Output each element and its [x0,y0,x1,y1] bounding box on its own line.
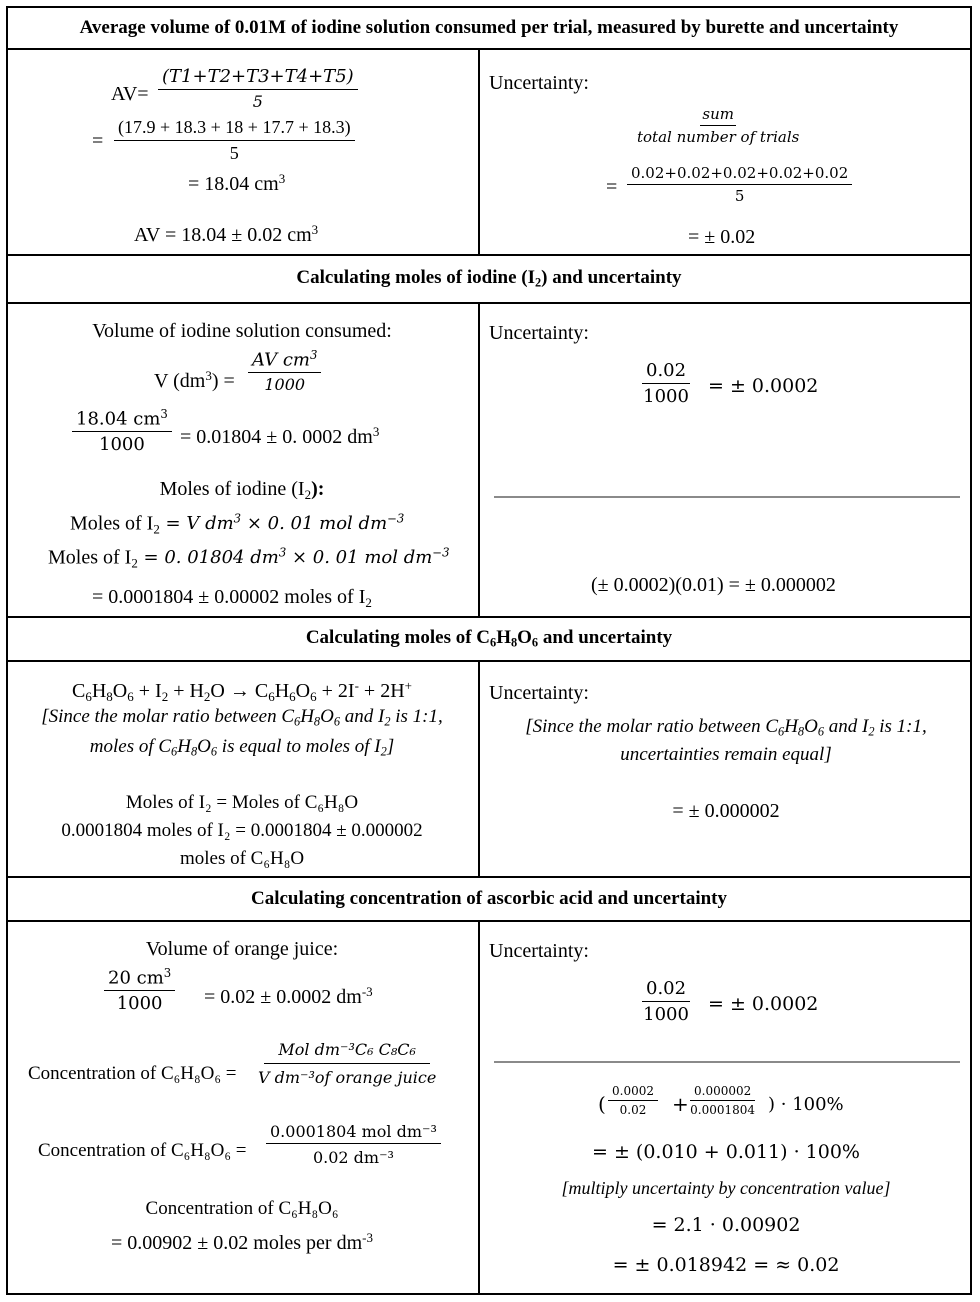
orange-volume-uncertainty-fraction [642,978,690,1025]
iodine-volume-label: Volume of iodine solution consumed: [92,320,392,342]
orange-volume-result-text: = 0.02 ± 0.0002 dm [204,986,362,1009]
uncertainty-values-numerator: 0.02+0.02+0.02+0.02+0.02 [627,164,852,185]
divider-line [494,1061,960,1063]
moles-label-text: Moles of iodine (I [159,478,305,500]
reaction-superscript: + [404,678,413,693]
orange-volume-exponent: 3 [163,966,172,980]
note-text: and I [824,716,869,737]
av-values-denominator: 5 [229,143,239,163]
reaction-part: + 2H [358,680,405,703]
av-final [134,222,318,247]
moles-formula-expression: = V dm [159,513,234,535]
note-subscript: 2 [868,724,875,739]
section-1-header-text: Average volume of 0.01M of iodine solution consumed per trial, measured by burette and uncertainty [79,17,899,38]
av-equals-sign: = [92,130,104,152]
percent-note: [multiply uncertainty by concentration value] [561,1178,891,1198]
section-2-header-part: ) and uncertainty [541,267,682,289]
percent-multiply-line: = 2.1 · 0.00902 [651,1214,801,1236]
uncertainty-result: = ± 0.02 [688,226,756,248]
section-4-header-text: Calculating concentration of ascorbic acid and uncertainty [250,888,728,909]
percent-fraction-2-numerator: 0.000002 [690,1084,755,1101]
note-text: is 1:1, [390,706,443,727]
av-result-text: = 18.04 cm [188,173,279,196]
moles-result-subscript: 2 [365,594,372,610]
percent-open-paren: ( [598,1092,606,1116]
orange-juice-volume-fraction [104,966,175,1014]
percent-plus-sign: + [672,1092,689,1116]
moles-equality-values: 0.0001804 moles of I₂ = 0.0001804 ± 0.000002 [61,820,423,841]
volume-fraction-denominator: 1000 [264,375,306,395]
note-subscript: 6 [817,724,825,739]
note-subscript: 6 [171,744,178,759]
orange-juice-volume-label: Volume of orange juice: [145,938,339,960]
percent-sum-line: = ± (0.010 + 0.011) · 100% [592,1141,860,1163]
section-1-row [8,50,970,256]
moles-label-text: ): [311,478,325,500]
section-2-header-part: Calculating moles of iodine (I [296,267,535,289]
section-3-row [8,662,970,878]
reaction-part: O [295,680,311,703]
column-divider [478,304,480,616]
concentration-result-exponent: -3 [362,1230,373,1245]
uncertainty-values-denominator: 5 [734,187,745,205]
uncertainty-equals-sign: = [606,176,618,198]
moles-calc-text: Moles of I [48,546,132,569]
concentration-formula-fraction [258,1040,436,1087]
note-text: and I [340,706,385,727]
section-2-header [8,256,970,304]
volume-result-exponent: 3 [372,424,380,439]
moles-calc-expression: = 0. 01804 dm [137,547,279,569]
orange-volume-uncertainty-result: = ± 0.0002 [708,993,819,1015]
note-subscript: 8 [190,744,198,759]
section-2-header-subscript: 2 [534,275,542,290]
av-result [188,171,285,196]
section-3-header-subscript: 6 [531,635,539,650]
av-label: AV= [111,83,149,105]
iodine-volume-result [180,424,379,449]
note-subscript: 8 [313,714,321,729]
volume-uncertainty-fraction [642,360,690,407]
column-divider [478,922,480,1295]
section-3-header-subscript: 8 [510,635,518,650]
moles-iodine-result [92,586,372,611]
uncertainty-values-fraction [627,164,852,205]
moles-formula-exponent: 3 [233,512,242,526]
note-subscript: 6 [778,724,785,739]
calc-fraction-exponent: 3 [160,407,168,421]
volume-uncertainty-result: = ± 0.0002 [708,375,819,397]
section-4-header [8,878,970,922]
orange-uncertainty-numerator: 0.02 [642,978,690,1002]
section-3-header-part: O [517,627,532,649]
reaction-part: H [274,680,290,703]
reaction-part: + H [168,680,204,703]
section-1-header [8,8,970,50]
volume-result-text: = 0.01804 ± 0. 0002 dm [180,426,373,449]
uncertainty-sum-numerator: sum [700,105,736,126]
av-values-fraction [114,117,355,164]
av-result-unit-exponent: 3 [278,171,286,186]
uncertainty-label: Uncertainty: [489,322,589,344]
moles-equality-unit: moles of C₆H₈O [179,848,305,869]
molar-ratio-note-line1: [Since the molar ratio between $C_6H_8O_6$ and $I_2$ is 1:1, [41,706,443,729]
divider-line [494,496,960,498]
orange-volume-result-exponent: -3 [361,984,373,999]
reaction-superscript: - [354,678,359,693]
column-divider [478,662,480,876]
uncertainty-table [6,6,972,1295]
note-subscript: 6 [294,714,301,729]
percent-fraction-1-denominator: 0.02 [619,1103,647,1117]
volume-formula-exponent: 3 [205,368,212,383]
av-final-text: AV = 18.04 ± 0.02 cm [134,224,312,247]
reaction-part: C [71,680,86,703]
note-text: [Since the molar ratio between C [525,716,779,737]
orange-volume-denominator: 1000 [116,993,163,1015]
reaction-subscript: 6 [310,689,317,705]
moles-uncertainty-result: = ± 0.000002 [672,800,780,822]
column-divider [478,50,480,254]
percent-fraction-1-numerator: 0.0002 [608,1084,658,1101]
uncertainty-label: Uncertainty: [489,72,589,94]
volume-formula-text: ) = [211,370,235,393]
note-subscript: 8 [797,724,805,739]
uncertainty-sum-fraction [637,105,799,146]
moles-iodine-formula [70,512,404,537]
concentration-calc-numerator: 0.0001804 mol dm⁻³ [266,1122,441,1144]
uncertainty-sum-denominator: total number of trials [637,128,800,146]
percent-fraction-1 [608,1084,658,1117]
concentration-formula-label: Concentration of C₆H₈O₆ = [28,1063,237,1084]
note-subscript: 6 [210,744,218,759]
uncertainty-label: Uncertainty: [489,940,589,962]
av-formula-numerator: (T1+T2+T3+T4+T5) [158,66,358,90]
section-2-header-text [296,267,681,291]
note-text: ] [386,736,395,757]
moles-uncertainty-product: (± 0.0002)(0.01) = ± 0.000002 [591,574,836,596]
section-3-header-subscript: 6 [490,635,497,650]
av-values-numerator: (17.9 + 18.3 + 18 + 17.7 + 18.3) [114,117,355,141]
reaction-part: O [112,680,128,703]
moles-calc-exponent: −3 [432,546,450,560]
orange-uncertainty-denominator: 1000 [643,1004,689,1025]
note-subscript: 2 [380,744,387,759]
moles-formula-exponent: −3 [387,512,405,526]
calc-fraction-numerator: 18.04 cm [76,408,161,430]
concentration-result-text: = 0.00902 ± 0.02 moles per dm [111,1232,363,1255]
section-3-header-part: H [496,627,511,649]
reaction-subscript: 8 [106,689,113,705]
reaction-part: O → C [210,680,269,703]
orange-volume-numerator: 20 cm [108,967,164,989]
concentration-formula-numerator: Mol dm⁻³C₆ C₈C₆ [264,1040,430,1064]
moles-equality: Moles of I₂ = Moles of C₆H₈O [125,792,359,813]
moles-formula-subscript: 2 [153,521,160,537]
moles-formula-expression: × 0. 01 mol dm [241,513,388,535]
moles-iodine-calc [48,546,450,571]
reaction-subscript: 2 [203,689,211,705]
iodine-calc-fraction [72,407,172,455]
orange-juice-volume-result [204,984,373,1009]
concentration-calc-label: Concentration of C₆H₈O₆ = [38,1140,247,1161]
section-2-row [8,304,970,618]
note-subscript: 2 [384,714,391,729]
volume-fraction-exponent: 3 [309,348,318,362]
moles-formula-text: Moles of I [70,512,154,535]
section-4-row [8,922,970,1295]
volume-fraction-numerator: AV cm [252,349,310,371]
section-3-header-part: Calculating moles of C [305,627,491,649]
moles-calc-exponent: 3 [278,546,287,560]
av-final-unit-exponent: 3 [311,222,319,237]
percent-fraction-2 [690,1084,755,1117]
uncertainty-note-line2: uncertainties remain equal] [620,744,832,765]
reaction-subscript: 6 [85,689,92,705]
note-subscript: 6 [333,714,341,729]
iodine-volume-formula-label [154,368,235,393]
moles-calc-subscript: 2 [131,555,138,571]
av-formula-fraction [158,66,358,111]
reaction-subscript: 6 [268,689,275,705]
note-text: is equal to moles of I [217,736,381,757]
moles-calc-expression: × 0. 01 mol dm [286,547,433,569]
reaction-part: + 2I [316,680,355,703]
reaction-part: H [91,680,107,703]
percent-fraction-2-denominator: 0.0001804 [690,1103,756,1117]
molar-ratio-note-line2: moles of $C_6H_8O_6$ is equal to moles of $I_2$] [89,736,395,759]
iodine-volume-fraction [248,348,321,394]
percent-final-line: = ± 0.018942 = ≈ 0.02 [612,1254,840,1276]
concentration-calc-fraction [266,1122,441,1167]
reaction-subscript: 6 [127,689,134,705]
reaction-subscript: 6 [289,689,296,705]
note-text: [Since the molar ratio between C [41,706,295,727]
concentration-calc-denominator: 0.02 dm⁻³ [312,1148,394,1167]
concentration-final-result [111,1230,373,1255]
volume-uncertainty-denominator: 1000 [643,386,689,407]
note-text: is 1:1, [874,716,927,737]
reaction-part: + I [133,680,162,703]
concentration-final-label: Concentration of C₆H₈O₆ [145,1198,339,1219]
reaction-equation [72,678,412,705]
volume-formula-text: V (dm [154,370,206,393]
uncertainty-note-line1: [Since the molar ratio between $C_6H_8O_6$ and $I_2$ is 1:1, [525,716,927,739]
section-3-header-part: and uncertainty [538,627,673,649]
uncertainty-label: Uncertainty: [489,682,589,704]
calc-fraction-denominator: 1000 [99,434,145,456]
moles-label-subscript: 2 [304,486,312,502]
av-formula-denominator: 5 [252,92,263,111]
percent-close-paren: ) · 100% [768,1094,844,1115]
concentration-formula-denominator: V dm⁻³of orange juice [258,1068,437,1087]
reaction-subscript: 2 [161,689,169,705]
note-text: moles of C [89,736,172,757]
moles-result-text: = 0.0001804 ± 0.00002 moles of I [92,586,366,608]
moles-iodine-label [160,478,325,503]
section-3-header-text [306,627,672,651]
volume-uncertainty-numerator: 0.02 [642,360,690,384]
section-3-header [8,618,970,662]
